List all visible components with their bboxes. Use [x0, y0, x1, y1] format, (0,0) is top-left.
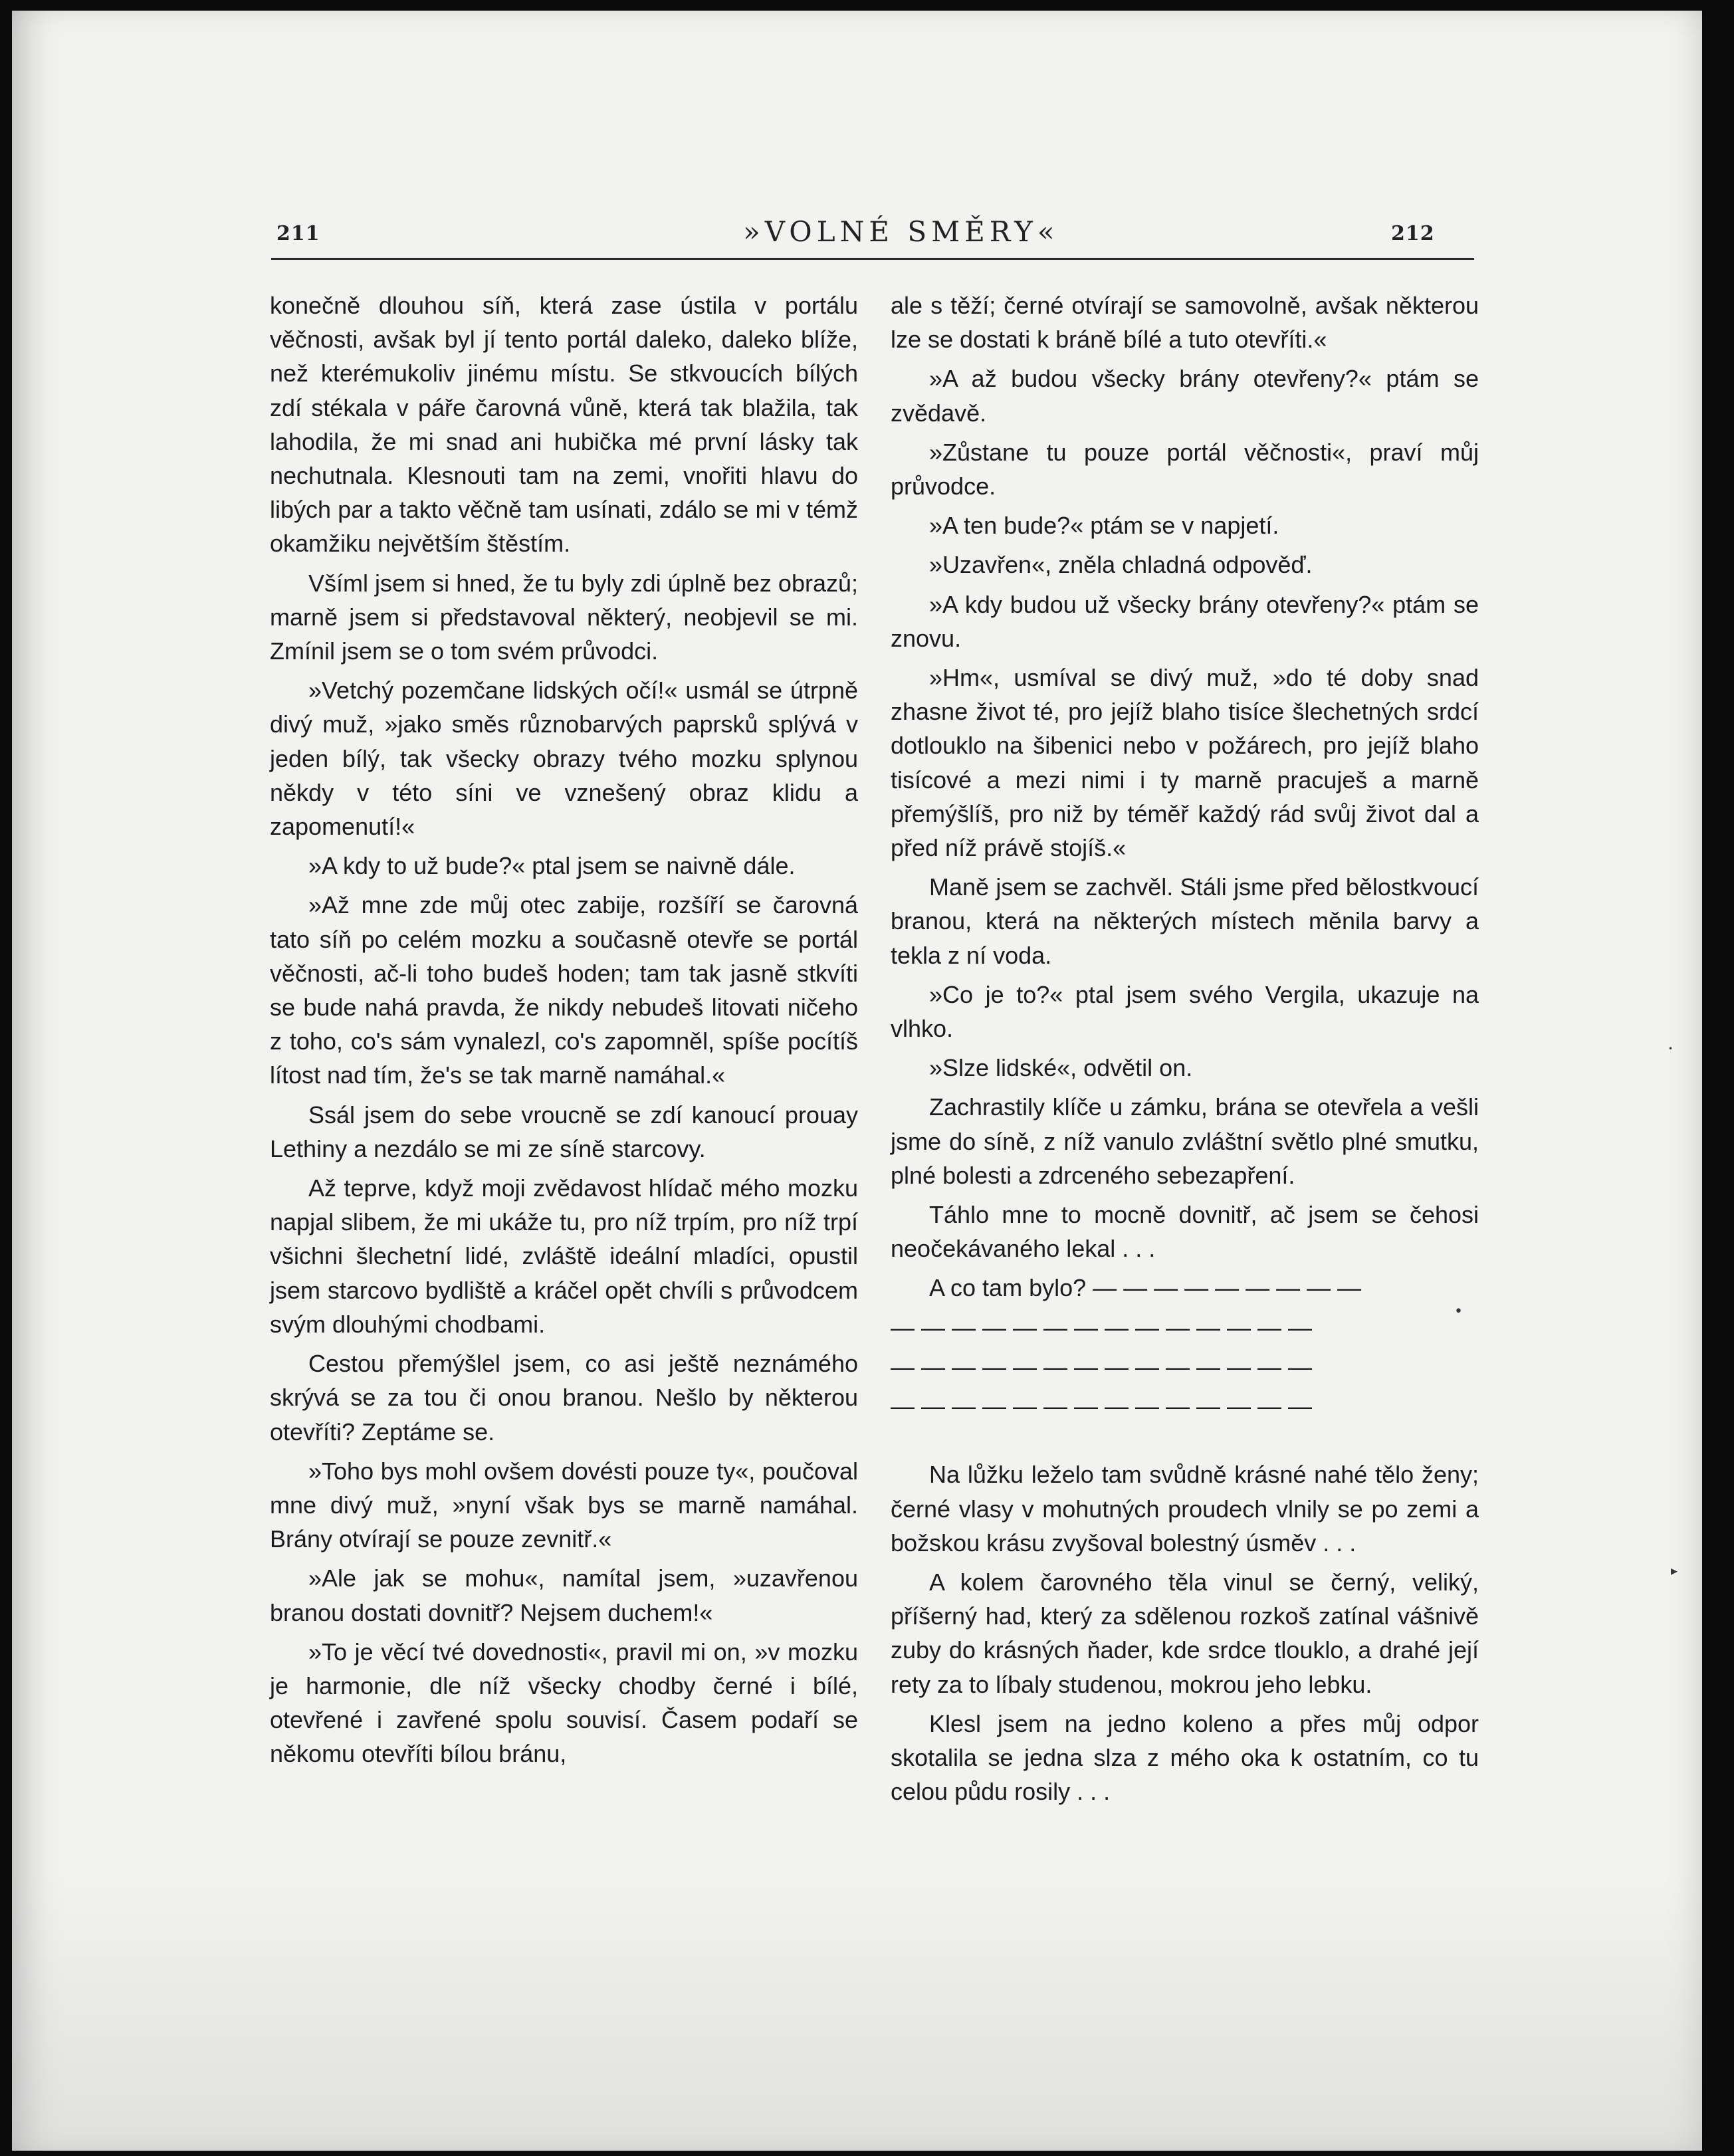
page-shadow [12, 1872, 1702, 2151]
dash-line: — — — — — — — — — — — — — — [891, 1392, 1313, 1420]
paragraph: Všíml jsem si hned, že tu byly zdi úplně bez obrazů; marně jsem si představoval některý, neobjevil se mi. Zmínil jsem se o tom svém průvodci. [270, 569, 858, 665]
paragraph: Klesl jsem na jedno koleno a přes můj odpor skotalila se jedna slza z mého oka k ostatním, co tu celou půdu rosily . . . [891, 1709, 1479, 1806]
paragraph: »Až mne zde můj otec zabije, rozšíří se čarovná tato síň po celém mozku a současně otevře se portál věčnosti, ač-li toho budeš hoden; tam tak jasně stkvíti se bude nahá pravda, že nikdy nebudeš litovati ničeho z toho, co's sám vynalezl, co's zapomněl, spíše pocítíš lítost nad tím, že's se tak marně namáhal.« [270, 891, 858, 1089]
paragraph: konečně dlouhou síň, která zase ústila v portálu věčnosti, avšak byl jí tento portál daleko, daleko blíže, než kterémukoliv jinému místu. Se stkvoucích bílých zdí stékala v páře čarovná vůně, která tak blažila, tak lahodila, že mi snad ani hubička mé první lásky tak nechutnala. Klesnouti tam na zemi, vnořiti hlavu do libých par a takto věčně tam usínati, zdálo se mi v témž okamžiku největším štěstím. [270, 292, 858, 558]
dash-question-line [891, 1271, 1479, 1305]
paragraph: Na lůžku leželo tam svůdně krásné nahé tělo ženy; černé vlasy v mohutných proudech vlnily se po zemi a božskou krásu zvyšoval bolestný úsměv . . . [891, 1461, 1479, 1557]
paragraph: »Toho bys mohl ovšem dovésti pouze ty«, poučoval mne divý muž, »nyní však bys se marně namáhal. Brány otvírají se pouze zevnitř.« [270, 1457, 858, 1553]
right-column [891, 288, 1479, 1814]
page-header [12, 210, 1702, 250]
paragraph: Zachrastily klíče u zámku, brána se otevřela a vešli jsme do síně, z níž vanulo zvláštní světlo plné smutku, plné bolesti a zdrceného sebezapření. [891, 1093, 1479, 1189]
paragraph: »Co je to?« ptal jsem svého Vergila, ukazuje na vlhko. [891, 980, 1479, 1043]
paragraph: Až teprve, když moji zvědavost hlídač mého mozku napjal slibem, že mi ukáže tu, pro níž trpím, pro níž trpí všichni šlechetní lidé, zvláště ideální mladíci, opustil jsem starcovo bydliště a kráčel opět chvíli s průvodcem svým dlouhými chodbami. [270, 1174, 858, 1338]
paragraph: »To je věcí tvé dovednosti«, pravil mi on, »v mozku je harmonie, dle níž všecky chodby černé i bílé, otevřené i zavřené spolu souvisí. Časem podaří se někomu otevříti bílou bránu, [270, 1638, 858, 1768]
running-title: »VOLNÉ SMĚRY« [743, 215, 1059, 248]
dash-run: — — — — — — — — — [1093, 1274, 1362, 1302]
section-gap [891, 1428, 1479, 1457]
paragraph: Táhlo mne to mocně dovnitř, ač jsem se čehosi neočekávaného lekal . . . [891, 1201, 1479, 1263]
paragraph: »Ale jak se mohu«, namítal jsem, »uzavřenou branou dostati dovnitř? Nejsem duchem!« [270, 1564, 858, 1626]
paragraph: »Uzavřen«, zněla chladná odpověď. [929, 551, 1313, 579]
paragraph: »Zůstane tu pouze portál věčnosti«, praví můj průvodce. [891, 438, 1479, 500]
paragraph: Maně jsem se zachvěl. Stáli jsme před bělostkvoucí branou, která na některých místech měnila barvy a tekla z ní voda. [891, 873, 1479, 969]
paragraph: Ssál jsem do sebe vroucně se zdí kanoucí prouay Lethiny a nezdálo se mi ze síně starcovy. [270, 1101, 858, 1162]
left-column [270, 288, 858, 1777]
paragraph: Cestou přemýšlel jsem, co asi ještě neznámého skrývá se za tou či onou branou. Nešlo by některou otevříti? Zeptáme se. [270, 1350, 858, 1446]
header-rule [271, 258, 1474, 260]
ink-speck: ▸ [1671, 1563, 1678, 1578]
paragraph: »A kdy to už bude?« ptal jsem se naivně dále. [308, 852, 796, 880]
paragraph: »A až budou všecky brány otevřeny?« ptám se zvědavě. [891, 365, 1479, 427]
ink-speck: • [1668, 1044, 1674, 1053]
paragraph: »Vetchý pozemčane lidských očí!« usmál se útrpně divý muž, »jako směs různobarvých paprsků splývá v jeden bílý, tak všecky obrazy tvého mozku splynou někdy v této síni ve vznešený obraz klidu a zapomenutí!« [270, 677, 858, 841]
dash-line: — — — — — — — — — — — — — — [891, 1352, 1313, 1380]
page-number-left: 211 [276, 222, 320, 245]
paragraph: ale s těží; černé otvírají se samovolně, avšak některou lze se dostati k bráně bílé a tuto otevříti.« [891, 292, 1479, 354]
paragraph: »A kdy budou už všecky brány otevřeny?« ptám se znovu. [891, 590, 1479, 652]
paragraph: »A ten bude?« ptám se v napjetí. [929, 512, 1279, 540]
scanned-page [12, 11, 1702, 2151]
page-number-right: 212 [1391, 222, 1435, 245]
paragraph: A kolem čarovného těla vinul se černý, veliký, příšerný had, který za sdělenou rozkoš zatínal vášnivě zuby do krásných ňader, kde srdce tlouklo, a drahé její rety za to líbaly studenou, mokrou jeho lebku. [891, 1568, 1479, 1698]
dash-line: — — — — — — — — — — — — — — [891, 1313, 1313, 1341]
ink-speck: • [1454, 1303, 1463, 1320]
paragraph: »Hm«, usmíval se divý muž, »do té doby snad zhasne život té, pro jejíž blaho tisíce šlechetných srdcí dotlouklo na šibenici nebo v požárech, pro jejíž blaho tisícové a mezi nimi i ty marně pracuješ a marně přemýšlíš, pro niž by téměř každý rád svůj život dal a před níž právě stojíš.« [891, 664, 1479, 862]
question-text: A co tam bylo? [929, 1274, 1087, 1302]
paragraph: »Slze lidské«, odvětil on. [929, 1054, 1193, 1082]
